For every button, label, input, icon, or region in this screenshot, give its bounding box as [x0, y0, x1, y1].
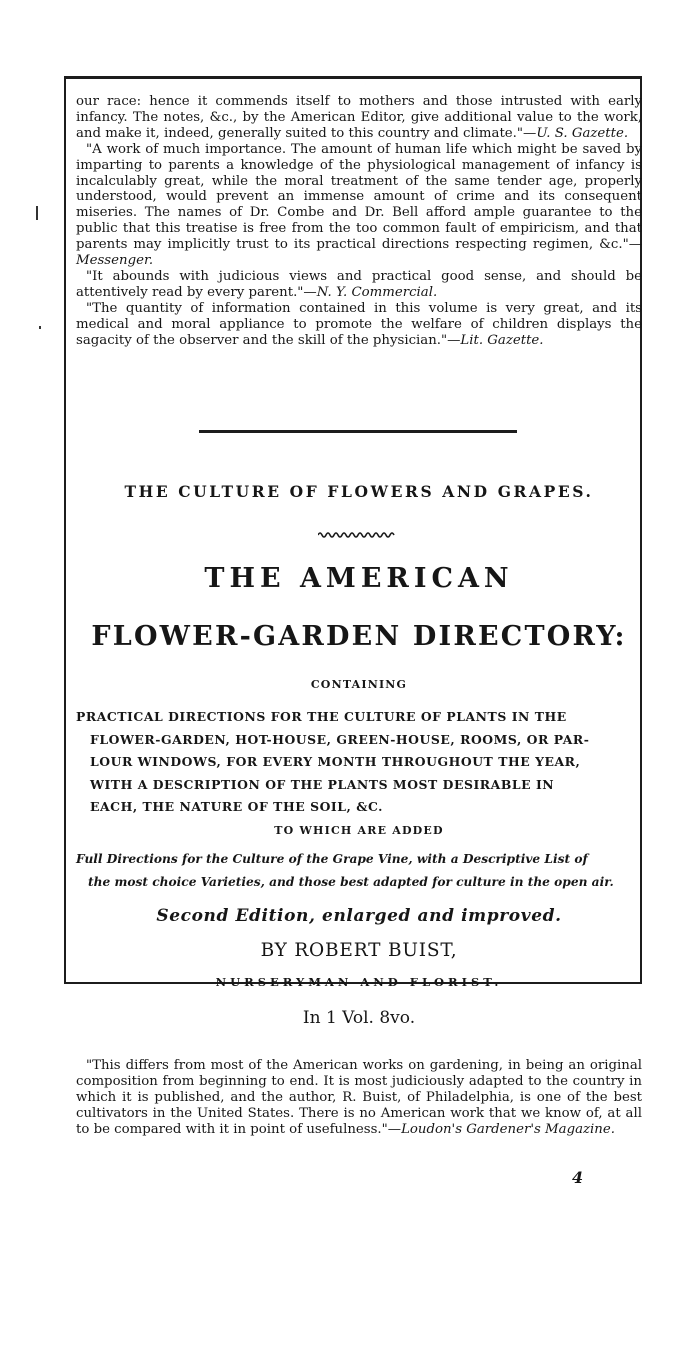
signature-mark: 4 — [572, 1168, 584, 1187]
review-paragraph: "The quantity of information contained in this volume is very great, and its medical and moral appliance to promote the welfare of children displays the sagacity of the observer and the skill of the physician."—Lit. Gazette. — [76, 300, 642, 348]
added-label: TO WHICH ARE ADDED — [274, 824, 444, 837]
margin-mark — [39, 326, 41, 329]
grape-directions — [76, 848, 642, 894]
edition-statement: Second Edition, enlarged and improved. — [156, 906, 562, 926]
review-paragraph: "A work of much importance. The amount of human life which might be saved by imparting to parents a knowledge of the physiological management of infancy is incalculably great, while the moral treatment of the same tender age, properly understood, would prevent an immense amount of crime and its consequent miseries. The names of Dr. Combe and Dr. Bell afford ample guarantee to the public that this treatise is free from the too common fault of empiricism, and that parents may implicitly trust to its practical directions respecting regimen, &c."—Messenger. — [76, 141, 642, 269]
contents-line: EACH, THE NATURE OF THE SOIL, &C. — [90, 799, 384, 814]
wavy-ornament — [318, 531, 396, 539]
review-paragraph: our race: hence it commends itself to mothers and those intrusted with early infancy. The notes, &c., by the American Editor, give additional value to the work, and make it, indeed, generally suited to this country and climate."—U. S. Gazette. — [76, 94, 642, 141]
review-block-top — [76, 94, 642, 349]
review-paragraph: "It abounds with judicious views and practical good sense, and should be attentively read by every parent."—N. Y. Commercial. — [76, 268, 642, 300]
grape-directions-line: the most choice Varieties, and those best adapted for culture in the open air. — [88, 875, 614, 889]
section-rule — [199, 430, 517, 433]
margin-mark — [36, 206, 38, 220]
contents-line: LOUR WINDOWS, FOR EVERY MONTH THROUGHOUT THE YEAR, — [90, 754, 581, 769]
grape-directions-line: Full Directions for the Culture of the Grape Vine, with a Descriptive List of — [76, 852, 588, 866]
contents-description — [76, 706, 642, 819]
book-title-line-1: THE AMERICAN — [204, 563, 514, 594]
contents-line: PRACTICAL DIRECTIONS FOR THE CULTURE OF PLANTS IN THE — [76, 709, 567, 724]
author-byline: BY ROBERT BUIST, — [260, 940, 458, 961]
containing-label: CONTAINING — [310, 678, 408, 691]
contents-line: FLOWER-GARDEN, HOT-HOUSE, GREEN-HOUSE, ROOMS, OR PAR- — [90, 731, 590, 747]
contents-line: WITH A DESCRIPTION OF THE PLANTS MOST DESIRABLE IN — [90, 776, 555, 792]
volume-info: In 1 Vol. 8vo. — [302, 1008, 416, 1028]
book-title-line-2: FLOWER-GARDEN DIRECTORY: — [91, 621, 627, 652]
review-paragraph: "This differs from most of the American works on gardening, in being an original composition from beginning to end. It is most judiciously adapted to the country in which it is published, and the author, R. Buist, of Philadelphia, is one of the best cultivators in the United States. There is no American work that we know of, at all to be compared with it in point of usefulness."—Loudon's Gardener's Magazine. — [76, 1058, 642, 1137]
author-trade: NURSERYMAN AND FLORIST. — [215, 975, 503, 989]
section-heading: THE CULTURE OF FLOWERS AND GRAPES. — [124, 482, 594, 501]
review-block-bottom — [76, 1058, 642, 1138]
